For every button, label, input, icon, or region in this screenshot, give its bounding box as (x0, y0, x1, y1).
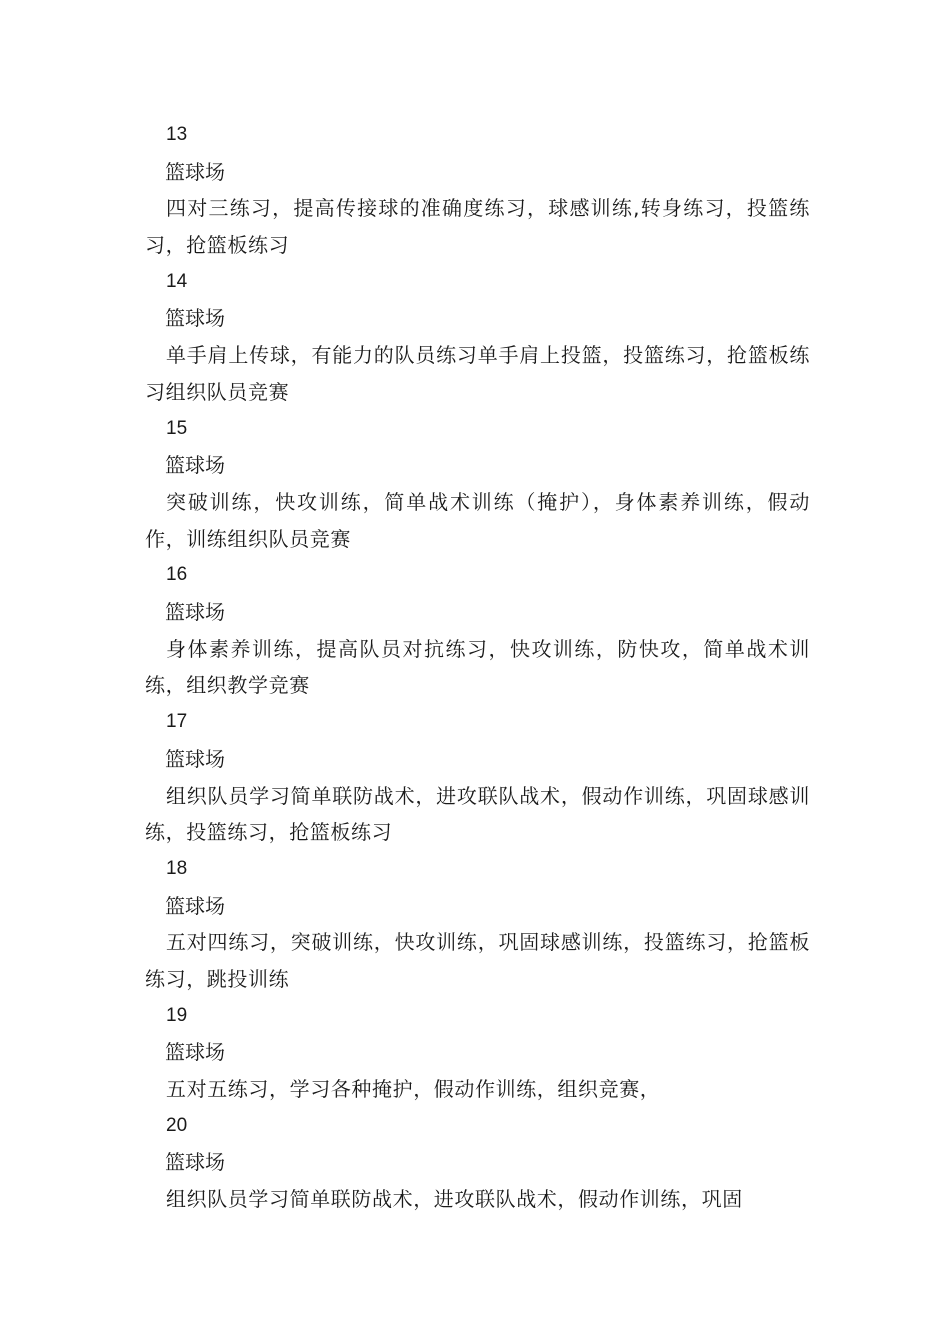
session-content: 单手肩上传球，有能力的队员练习单手肩上投篮，投篮练习，抢篮板练习组织队员竞赛 (145, 343, 810, 404)
session-venue: 篮球场 (165, 1040, 225, 1065)
session-number: 20 (166, 1114, 188, 1136)
session-content: 身体素养训练，提高队员对抗练习，快攻训练，防快攻，简单战术训练，组织教学竞赛 (145, 636, 810, 698)
schedule-entry (145, 704, 810, 851)
schedule-entry (145, 557, 810, 704)
session-content: 组织队员学习简单联防战术，进攻联队战术，假动作训练，巩固 (166, 1187, 743, 1212)
schedule-entry (145, 117, 810, 264)
session-number: 18 (166, 857, 188, 879)
session-content: 四对三练习，提高传接球的准确度练习，球感训练,转身练习，投篮练习，抢篮板练习 (145, 196, 810, 258)
session-venue: 篮球场 (165, 600, 225, 625)
schedule-entry (145, 264, 810, 411)
session-number: 15 (166, 417, 188, 439)
schedule-entry (145, 1108, 810, 1218)
session-venue: 篮球场 (165, 453, 225, 478)
session-number: 13 (166, 124, 188, 145)
session-venue: 篮球场 (165, 159, 225, 184)
session-content: 组织队员学习简单联防战术，进攻联队战术，假动作训练，巩固球感训练，投篮练习，抢篮板练习 (145, 783, 810, 845)
session-number: 17 (166, 711, 188, 733)
session-number: 14 (166, 270, 188, 292)
session-venue: 篮球场 (165, 893, 225, 918)
schedule-entry (145, 411, 810, 558)
session-number: 16 (166, 564, 188, 586)
schedule-entry (145, 851, 810, 998)
session-content: 五对五练习，学习各种掩护，假动作训练，组织竞赛， (166, 1077, 661, 1102)
session-number: 19 (166, 1004, 188, 1026)
session-venue: 篮球场 (165, 1150, 225, 1175)
training-schedule (145, 117, 810, 1218)
session-venue: 篮球场 (165, 306, 225, 331)
session-content: 突破训练，快攻训练，简单战术训练（掩护），身体素养训练，假动作，训练组织队员竞赛 (145, 489, 810, 551)
session-venue: 篮球场 (165, 746, 225, 771)
schedule-entry (145, 998, 810, 1108)
session-content: 五对四练习，突破训练，快攻训练，巩固球感训练，投篮练习，抢篮板练习，跳投训练 (145, 930, 810, 991)
